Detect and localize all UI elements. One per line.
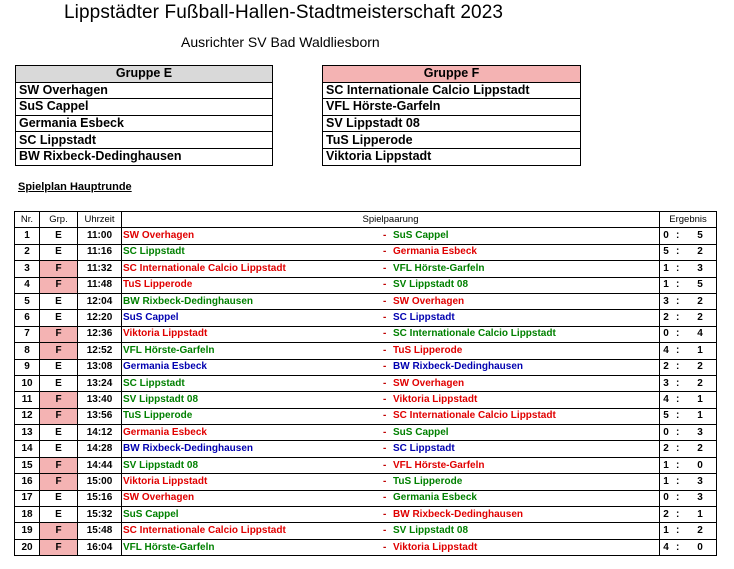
away-team: SV Lippstadt 08 (393, 279, 469, 291)
row-match (122, 392, 660, 408)
score-separator: : (676, 377, 680, 389)
away-score: 1 (697, 393, 703, 405)
home-team: SC Lippstadt (123, 246, 185, 258)
row-number: 11 (15, 392, 40, 408)
row-time: 13:56 (78, 408, 122, 424)
home-score: 1 (663, 279, 669, 291)
away-team: SuS Cappel (393, 426, 449, 438)
row-time: 11:32 (78, 261, 122, 277)
row-time: 12:04 (78, 293, 122, 309)
schedule-section-title: Spielplan Hauptrunde (18, 181, 132, 193)
match-separator: - (383, 541, 387, 553)
away-score: 2 (697, 377, 703, 389)
away-team: Germania Esbeck (393, 492, 477, 504)
row-result (660, 326, 717, 342)
match-separator: - (383, 525, 387, 537)
match-separator: - (383, 312, 387, 324)
away-score: 3 (697, 426, 703, 438)
home-team: SV Lippstadt 08 (123, 393, 199, 405)
row-result (660, 523, 717, 539)
home-score: 4 (663, 393, 669, 405)
away-team: SuS Cappel (393, 230, 449, 242)
away-team: SC Internationale Calcio Lippstadt (393, 328, 556, 340)
row-time: 15:16 (78, 490, 122, 506)
row-match (122, 408, 660, 424)
table-row (15, 228, 717, 244)
table-row (15, 293, 717, 309)
group-f-table (322, 65, 581, 166)
away-team: VFL Hörste-Garfeln (393, 262, 485, 274)
group-e-table (15, 65, 273, 166)
row-number: 3 (15, 261, 40, 277)
away-score: 0 (697, 541, 703, 553)
away-team: Viktoria Lippstadt (393, 393, 478, 405)
row-result (660, 474, 717, 490)
away-team: SC Lippstadt (393, 312, 455, 324)
row-result (660, 343, 717, 359)
col-header-group: Grp. (40, 212, 78, 228)
row-time: 11:48 (78, 277, 122, 293)
row-number: 6 (15, 310, 40, 326)
row-match (122, 343, 660, 359)
home-team: SuS Cappel (123, 312, 179, 324)
row-result (660, 244, 717, 260)
row-time: 13:08 (78, 359, 122, 375)
match-separator: - (383, 295, 387, 307)
row-number: 18 (15, 507, 40, 523)
schedule-table (14, 211, 717, 556)
home-team: SW Overhagen (123, 230, 195, 242)
group-e-team: BW Rixbeck-Dedinghausen (16, 148, 273, 165)
home-team: TuS Lipperode (123, 410, 193, 422)
row-time: 15:32 (78, 507, 122, 523)
row-time: 16:04 (78, 539, 122, 555)
row-time: 12:36 (78, 326, 122, 342)
score-separator: : (676, 475, 680, 487)
away-score: 5 (697, 230, 703, 242)
away-score: 2 (697, 246, 703, 258)
table-row (15, 474, 717, 490)
away-team: SC Lippstadt (393, 443, 455, 455)
match-separator: - (383, 361, 387, 373)
group-f-team: Viktoria Lippstadt (323, 148, 581, 165)
away-score: 2 (697, 361, 703, 373)
away-team: BW Rixbeck-Dedinghausen (393, 508, 524, 520)
row-result (660, 507, 717, 523)
page-title: Lippstädter Fußball-Hallen-Stadtmeisterschaft 2023 (64, 2, 504, 23)
row-result (660, 408, 717, 424)
row-result (660, 261, 717, 277)
score-separator: : (676, 246, 680, 258)
away-team: TuS Lipperode (393, 344, 463, 356)
home-score: 0 (663, 426, 669, 438)
row-number: 7 (15, 326, 40, 342)
row-group: E (40, 425, 78, 441)
row-group: E (40, 359, 78, 375)
row-group: E (40, 244, 78, 260)
table-row (15, 490, 717, 506)
home-team: VFL Hörste-Garfeln (123, 541, 215, 553)
score-separator: : (676, 459, 680, 471)
row-match (122, 293, 660, 309)
row-match (122, 277, 660, 293)
score-separator: : (676, 492, 680, 504)
row-match (122, 375, 660, 391)
row-time: 15:48 (78, 523, 122, 539)
row-group: F (40, 408, 78, 424)
away-team: Germania Esbeck (393, 246, 477, 258)
group-e-team: SW Overhagen (16, 82, 273, 99)
away-score: 2 (697, 525, 703, 537)
row-number: 19 (15, 523, 40, 539)
row-result (660, 277, 717, 293)
row-time: 13:24 (78, 375, 122, 391)
row-group: F (40, 539, 78, 555)
row-result (660, 425, 717, 441)
col-header-nr: Nr. (15, 212, 40, 228)
row-group: F (40, 326, 78, 342)
home-score: 4 (663, 541, 669, 553)
home-score: 2 (663, 443, 669, 455)
home-team: Viktoria Lippstadt (123, 475, 208, 487)
row-match (122, 359, 660, 375)
row-time: 13:40 (78, 392, 122, 408)
away-score: 4 (697, 328, 703, 340)
row-number: 2 (15, 244, 40, 260)
row-result (660, 359, 717, 375)
row-group: E (40, 490, 78, 506)
home-team: TuS Lipperode (123, 279, 193, 291)
row-result (660, 392, 717, 408)
row-match (122, 539, 660, 555)
row-time: 14:28 (78, 441, 122, 457)
row-result (660, 228, 717, 244)
table-row (15, 441, 717, 457)
table-row (15, 359, 717, 375)
row-match (122, 523, 660, 539)
score-separator: : (676, 525, 680, 537)
score-separator: : (676, 344, 680, 356)
table-row (15, 523, 717, 539)
table-row (15, 425, 717, 441)
match-separator: - (383, 393, 387, 405)
row-number: 13 (15, 425, 40, 441)
table-row (15, 375, 717, 391)
row-group: E (40, 375, 78, 391)
score-separator: : (676, 393, 680, 405)
table-row (15, 244, 717, 260)
row-time: 14:12 (78, 425, 122, 441)
score-separator: : (676, 508, 680, 520)
match-separator: - (383, 508, 387, 520)
row-time: 15:00 (78, 474, 122, 490)
row-number: 20 (15, 539, 40, 555)
home-score: 2 (663, 508, 669, 520)
home-score: 4 (663, 344, 669, 356)
score-separator: : (676, 295, 680, 307)
table-row (15, 392, 717, 408)
row-group: F (40, 343, 78, 359)
away-team: SC Internationale Calcio Lippstadt (393, 410, 556, 422)
match-separator: - (383, 492, 387, 504)
score-separator: : (676, 361, 680, 373)
match-separator: - (383, 279, 387, 291)
away-score: 2 (697, 312, 703, 324)
table-row (15, 457, 717, 473)
home-score: 2 (663, 312, 669, 324)
away-score: 1 (697, 508, 703, 520)
home-team: BW Rixbeck-Dedinghausen (123, 295, 254, 307)
away-score: 1 (697, 344, 703, 356)
away-score: 2 (697, 443, 703, 455)
row-match (122, 507, 660, 523)
row-match (122, 425, 660, 441)
match-separator: - (383, 328, 387, 340)
away-score: 3 (697, 492, 703, 504)
home-team: SW Overhagen (123, 492, 195, 504)
row-match (122, 474, 660, 490)
row-match (122, 261, 660, 277)
away-team: SW Overhagen (393, 377, 465, 389)
away-score: 5 (697, 279, 703, 291)
row-number: 16 (15, 474, 40, 490)
row-result (660, 293, 717, 309)
home-team: SuS Cappel (123, 508, 179, 520)
away-score: 0 (697, 459, 703, 471)
group-f-team: SV Lippstadt 08 (323, 115, 581, 132)
row-result (660, 441, 717, 457)
match-separator: - (383, 246, 387, 258)
row-match (122, 310, 660, 326)
score-separator: : (676, 312, 680, 324)
home-score: 1 (663, 475, 669, 487)
group-f-team: TuS Lipperode (323, 132, 581, 149)
home-team: Germania Esbeck (123, 361, 207, 373)
away-team: BW Rixbeck-Dedinghausen (393, 361, 524, 373)
row-result (660, 539, 717, 555)
home-score: 2 (663, 361, 669, 373)
table-row (15, 261, 717, 277)
row-match (122, 457, 660, 473)
row-number: 10 (15, 375, 40, 391)
away-team: Viktoria Lippstadt (393, 541, 478, 553)
match-separator: - (383, 344, 387, 356)
score-separator: : (676, 443, 680, 455)
group-f-team: SC Internationale Calcio Lippstadt (323, 82, 581, 99)
row-number: 1 (15, 228, 40, 244)
match-separator: - (383, 377, 387, 389)
home-score: 3 (663, 377, 669, 389)
row-match (122, 441, 660, 457)
row-match (122, 244, 660, 260)
row-number: 12 (15, 408, 40, 424)
row-number: 17 (15, 490, 40, 506)
score-separator: : (676, 279, 680, 291)
group-e-team: SuS Cappel (16, 99, 273, 116)
row-group: F (40, 474, 78, 490)
home-team: VFL Hörste-Garfeln (123, 344, 215, 356)
row-group: E (40, 228, 78, 244)
row-group: F (40, 457, 78, 473)
row-match (122, 228, 660, 244)
group-f-team: VFL Hörste-Garfeln (323, 99, 581, 116)
col-header-match: Spielpaarung (122, 212, 660, 228)
away-team: SV Lippstadt 08 (393, 525, 469, 537)
away-score: 2 (697, 295, 703, 307)
row-result (660, 310, 717, 326)
home-score: 5 (663, 246, 669, 258)
away-team: SW Overhagen (393, 295, 465, 307)
home-team: BW Rixbeck-Dedinghausen (123, 443, 254, 455)
row-time: 12:52 (78, 343, 122, 359)
match-separator: - (383, 475, 387, 487)
away-score: 3 (697, 262, 703, 274)
row-group: E (40, 293, 78, 309)
home-team: SC Internationale Calcio Lippstadt (123, 262, 286, 274)
home-score: 1 (663, 525, 669, 537)
row-group: F (40, 277, 78, 293)
row-group: E (40, 310, 78, 326)
score-separator: : (676, 426, 680, 438)
table-row (15, 507, 717, 523)
row-match (122, 326, 660, 342)
table-row (15, 310, 717, 326)
home-team: Germania Esbeck (123, 426, 207, 438)
row-group: F (40, 523, 78, 539)
match-separator: - (383, 426, 387, 438)
score-separator: : (676, 410, 680, 422)
col-header-result: Ergebnis (660, 212, 717, 228)
group-e-header: Gruppe E (16, 66, 273, 83)
row-time: 11:16 (78, 244, 122, 260)
home-score: 1 (663, 262, 669, 274)
row-result (660, 457, 717, 473)
home-score: 0 (663, 230, 669, 242)
group-e-team: SC Lippstadt (16, 132, 273, 149)
row-time: 11:00 (78, 228, 122, 244)
row-match (122, 490, 660, 506)
match-separator: - (383, 262, 387, 274)
row-group: E (40, 441, 78, 457)
away-team: VFL Hörste-Garfeln (393, 459, 485, 471)
home-score: 0 (663, 492, 669, 504)
home-score: 1 (663, 459, 669, 471)
row-group: F (40, 261, 78, 277)
table-row (15, 343, 717, 359)
row-time: 14:44 (78, 457, 122, 473)
away-score: 1 (697, 410, 703, 422)
row-number: 9 (15, 359, 40, 375)
home-team: SC Internationale Calcio Lippstadt (123, 525, 286, 537)
row-number: 4 (15, 277, 40, 293)
away-team: TuS Lipperode (393, 475, 463, 487)
table-row (15, 277, 717, 293)
match-separator: - (383, 459, 387, 471)
match-separator: - (383, 230, 387, 242)
away-score: 3 (697, 475, 703, 487)
match-separator: - (383, 443, 387, 455)
row-number: 8 (15, 343, 40, 359)
row-group: F (40, 392, 78, 408)
table-row (15, 326, 717, 342)
group-e-team: Germania Esbeck (16, 115, 273, 132)
group-f-header: Gruppe F (323, 66, 581, 83)
row-result (660, 490, 717, 506)
match-separator: - (383, 410, 387, 422)
table-row (15, 408, 717, 424)
row-number: 15 (15, 457, 40, 473)
row-time: 12:20 (78, 310, 122, 326)
row-number: 5 (15, 293, 40, 309)
home-score: 5 (663, 410, 669, 422)
home-score: 0 (663, 328, 669, 340)
score-separator: : (676, 328, 680, 340)
row-result (660, 375, 717, 391)
schedule-body (15, 228, 717, 556)
row-number: 14 (15, 441, 40, 457)
row-group: E (40, 507, 78, 523)
col-header-time: Uhrzeit (78, 212, 122, 228)
home-team: Viktoria Lippstadt (123, 328, 208, 340)
home-team: SV Lippstadt 08 (123, 459, 199, 471)
page-subtitle: Ausrichter SV Bad Waldliesborn (181, 34, 380, 50)
home-score: 3 (663, 295, 669, 307)
score-separator: : (676, 230, 680, 242)
score-separator: : (676, 541, 680, 553)
home-team: SC Lippstadt (123, 377, 185, 389)
schedule-header-row (15, 212, 717, 228)
score-separator: : (676, 262, 680, 274)
table-row (15, 539, 717, 555)
